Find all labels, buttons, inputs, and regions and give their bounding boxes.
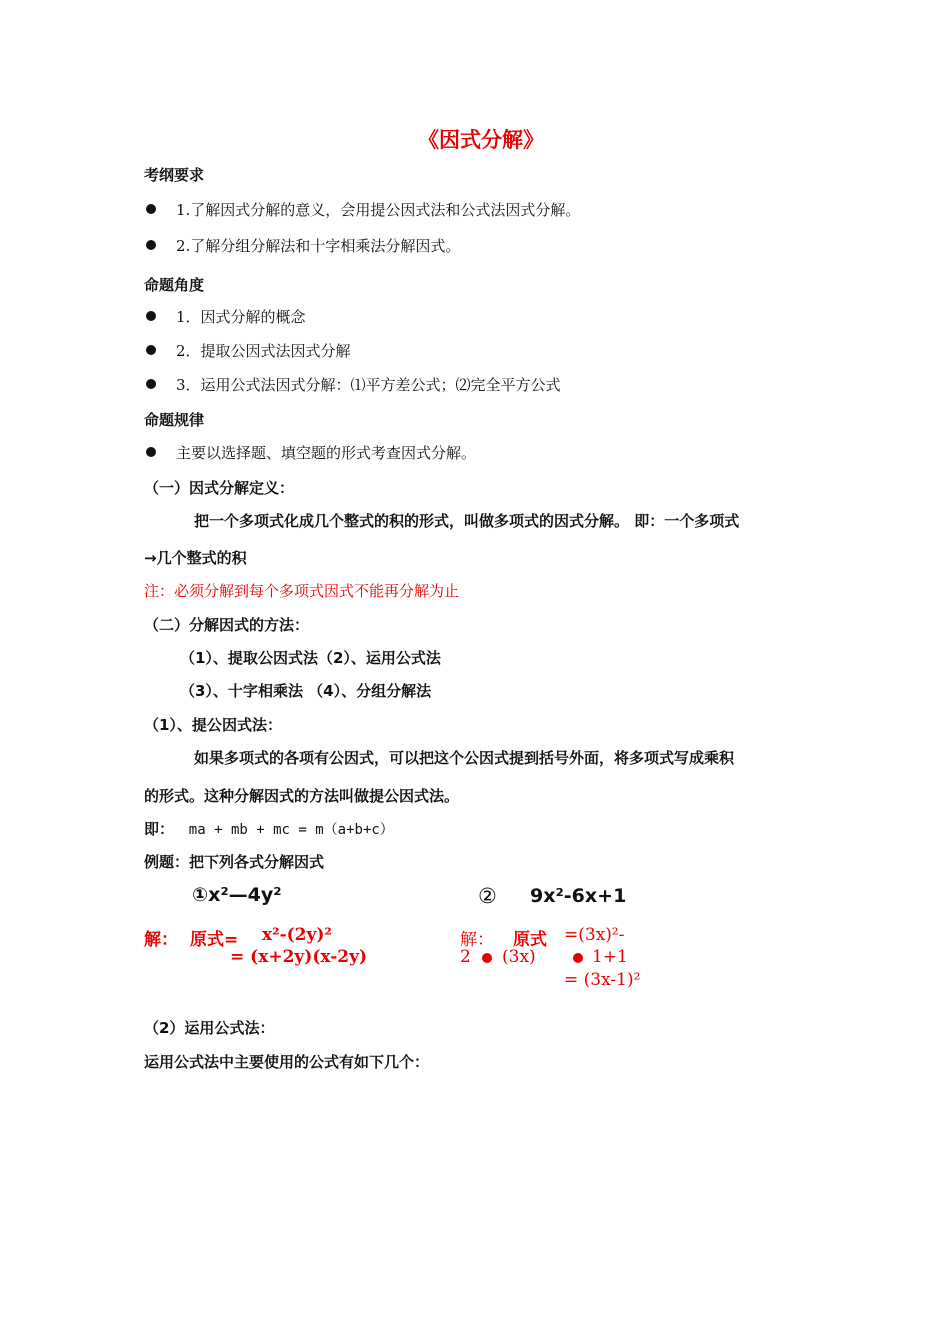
multiply-dot-icon xyxy=(573,953,583,963)
multiply-dot-icon xyxy=(482,953,492,963)
solution-2-line1: =(3x)²- xyxy=(564,925,625,945)
bullet-icon xyxy=(146,311,156,321)
solution-2-line2-a: 2 xyxy=(460,947,471,967)
methods-heading: （二）分解因式的方法： xyxy=(144,616,310,634)
bullet-icon xyxy=(146,240,156,250)
definition-heading: （一）因式分解定义： xyxy=(144,479,295,497)
section-heading-angles: 命题角度 xyxy=(144,276,205,294)
formula-prefix: 即： xyxy=(144,820,175,838)
solution-1-line2: = (x+2y)(x-2y) xyxy=(230,947,368,967)
page-title: 《因式分解》 xyxy=(418,128,544,152)
formula-method-heading: （2）运用公式法： xyxy=(144,1019,275,1037)
formula-text: ma + mb + mc = m（a+b+c） xyxy=(188,822,394,838)
definition-text-line1: 把一个多项式化成几个整式的积的形式，叫做多项式的因式分解。 即：一个多项式 xyxy=(194,512,740,530)
bullet-icon xyxy=(146,204,156,214)
problem-2-number: ② xyxy=(478,884,497,908)
definition-note: 注：必须分解到每个多项式因式不能再分解为止 xyxy=(144,582,460,600)
methods-line2: （3）、十字相乘法 （4）、分组分解法 xyxy=(180,682,432,700)
solution-2-line2-b: (3x) xyxy=(502,947,536,967)
definition-text-line2: →几个整式的积 xyxy=(144,549,247,567)
list-item: 2.了解分组分解法和十字相乘法分解因式。 xyxy=(176,237,461,255)
bullet-icon xyxy=(146,345,156,355)
solution-1-line1: x²-(2y)² xyxy=(262,925,332,945)
solution-2-label: 解： xyxy=(460,930,494,950)
solution-2-line2-c: 1+1 xyxy=(592,947,628,967)
solution-1-label: 解： xyxy=(144,930,178,950)
solution-2-prefix: 原式 xyxy=(513,930,547,950)
list-item: 1．因式分解的概念 xyxy=(176,308,306,326)
extract-text-line1: 如果多项式的各项有公因式，可以把这个公因式提到括号外面，将多项式写成乘积 xyxy=(194,749,735,767)
section-heading-requirements: 考纲要求 xyxy=(144,166,205,184)
bullet-icon xyxy=(146,379,156,389)
bullet-icon xyxy=(146,447,156,457)
extract-formula xyxy=(144,818,394,839)
list-item: 3．运用公式法因式分解：⑴平方差公式；⑵完全平方公式 xyxy=(176,376,561,394)
list-item: 2．提取公因式法因式分解 xyxy=(176,342,351,360)
solution-2-line3: = (3x-1)² xyxy=(564,970,641,990)
extract-heading: （1）、提公因式法： xyxy=(144,716,282,734)
problem-1: ①x²—4y² xyxy=(192,884,282,906)
section-heading-rules: 命题规律 xyxy=(144,411,205,429)
list-item: 主要以选择题、填空题的形式考查因式分解。 xyxy=(176,444,477,462)
formula-method-text: 运用公式法中主要使用的公式有如下几个： xyxy=(144,1053,430,1071)
example-heading: 例题：把下列各式分解因式 xyxy=(144,853,325,871)
problem-2: 9x²-6x+1 xyxy=(530,885,627,907)
list-item: 1.了解因式分解的意义，会用提公因式法和公式法因式分解。 xyxy=(176,201,581,219)
solution-1-prefix: 原式= xyxy=(190,930,239,950)
methods-line1: （1）、提取公因式法（2）、运用公式法 xyxy=(180,649,441,667)
extract-text-line2: 的形式。这种分解因式的方法叫做提公因式法。 xyxy=(144,787,460,805)
